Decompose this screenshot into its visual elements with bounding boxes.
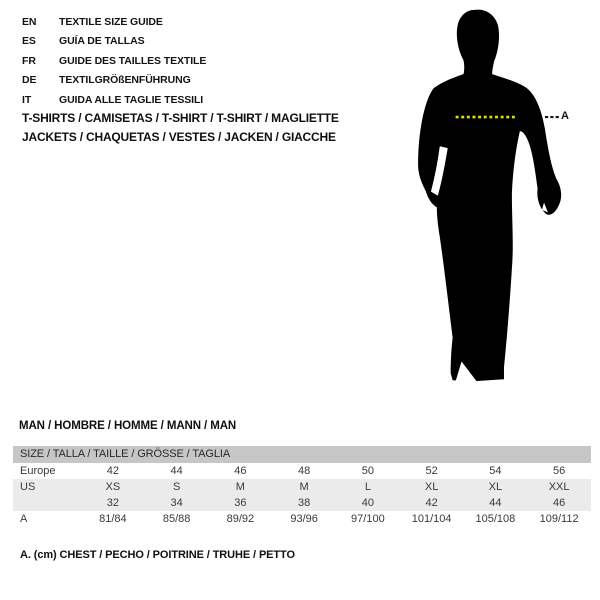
table-cell: M — [235, 481, 245, 493]
table-cell: 109/112 — [539, 513, 579, 525]
table-cell: XXL — [548, 481, 570, 493]
language-code: FR — [22, 54, 36, 67]
table-cell: XL — [424, 481, 439, 493]
table-cell: XS — [105, 481, 121, 493]
table-row-europe — [13, 463, 591, 479]
table-cell: 44 — [489, 497, 502, 509]
table-cell: 56 — [553, 465, 566, 477]
language-row — [22, 51, 206, 71]
size-table — [13, 446, 591, 527]
table-cell: 44 — [170, 465, 183, 477]
language-code: EN — [22, 15, 37, 28]
language-list — [22, 12, 206, 110]
garment-type-list — [22, 109, 339, 146]
table-cell: 32 — [106, 497, 119, 509]
language-row — [22, 32, 206, 52]
table-cell: 42 — [425, 497, 438, 509]
table-cell: S — [172, 481, 181, 493]
measure-label-a: A — [561, 110, 569, 122]
table-cell: 105/108 — [475, 513, 516, 525]
man-silhouette — [408, 5, 598, 397]
table-row-chest-a — [13, 511, 591, 527]
table-cell: 34 — [170, 497, 183, 509]
size-table-header: SIZE / TALLA / TAILLE / GRÖSSE / TAGLIA — [13, 446, 591, 463]
table-cell: M — [299, 481, 309, 493]
language-title: TEXTILGRÖßENFÜHRUNG — [59, 74, 191, 87]
garment-line-jackets: JACKETS / CHAQUETAS / VESTES / JACKEN / GIACCHE — [22, 129, 336, 144]
row-label — [13, 495, 81, 511]
table-cell: 36 — [234, 497, 247, 509]
table-cell: 101/104 — [411, 513, 452, 525]
section-title-man: MAN / HOMBRE / HOMME / MANN / MAN — [19, 420, 237, 432]
table-cell: 48 — [298, 465, 311, 477]
table-cell: L — [364, 481, 371, 493]
table-cell: 52 — [425, 465, 438, 477]
language-title: GUIDA ALLE TAGLIE TESSILI — [59, 93, 204, 106]
language-row — [22, 12, 206, 32]
table-cell: 50 — [361, 465, 374, 477]
table-cell: 46 — [234, 465, 247, 477]
table-row-us-numeric — [13, 495, 591, 511]
table-cell: 89/92 — [226, 513, 255, 525]
language-title: GUÍA DE TALLAS — [59, 35, 145, 48]
garment-line-tshirts: T-SHIRTS / CAMISETAS / T-SHIRT / T-SHIRT / MAGLIETTE — [22, 111, 339, 125]
table-cell: 40 — [361, 497, 374, 509]
table-cell: 54 — [489, 465, 502, 477]
man-silhouette-body — [418, 10, 561, 382]
table-cell: 85/88 — [162, 513, 191, 525]
row-label: Europe — [20, 465, 56, 477]
table-cell: 38 — [298, 497, 311, 509]
language-code: ES — [22, 35, 36, 48]
table-cell: 81/84 — [99, 513, 127, 525]
language-code: DE — [22, 74, 37, 87]
table-cell: 46 — [553, 497, 566, 509]
table-cell: 97/100 — [351, 513, 385, 525]
figure-area — [408, 5, 598, 397]
table-cell: 93/96 — [290, 513, 318, 525]
table-cell: 42 — [106, 465, 119, 477]
language-row — [22, 90, 206, 110]
table-row-us — [13, 479, 591, 495]
language-row — [22, 71, 206, 91]
row-label: A — [20, 513, 28, 525]
language-code: IT — [22, 93, 32, 106]
table-cell: XL — [488, 481, 503, 493]
language-title: TEXTILE SIZE GUIDE — [59, 15, 163, 28]
row-label: US — [20, 481, 36, 493]
measurement-footnote: A. (cm) CHEST / PECHO / POITRINE / TRUHE / PETTO — [20, 549, 295, 561]
language-title: GUIDE DES TAILLES TEXTILE — [59, 54, 207, 67]
